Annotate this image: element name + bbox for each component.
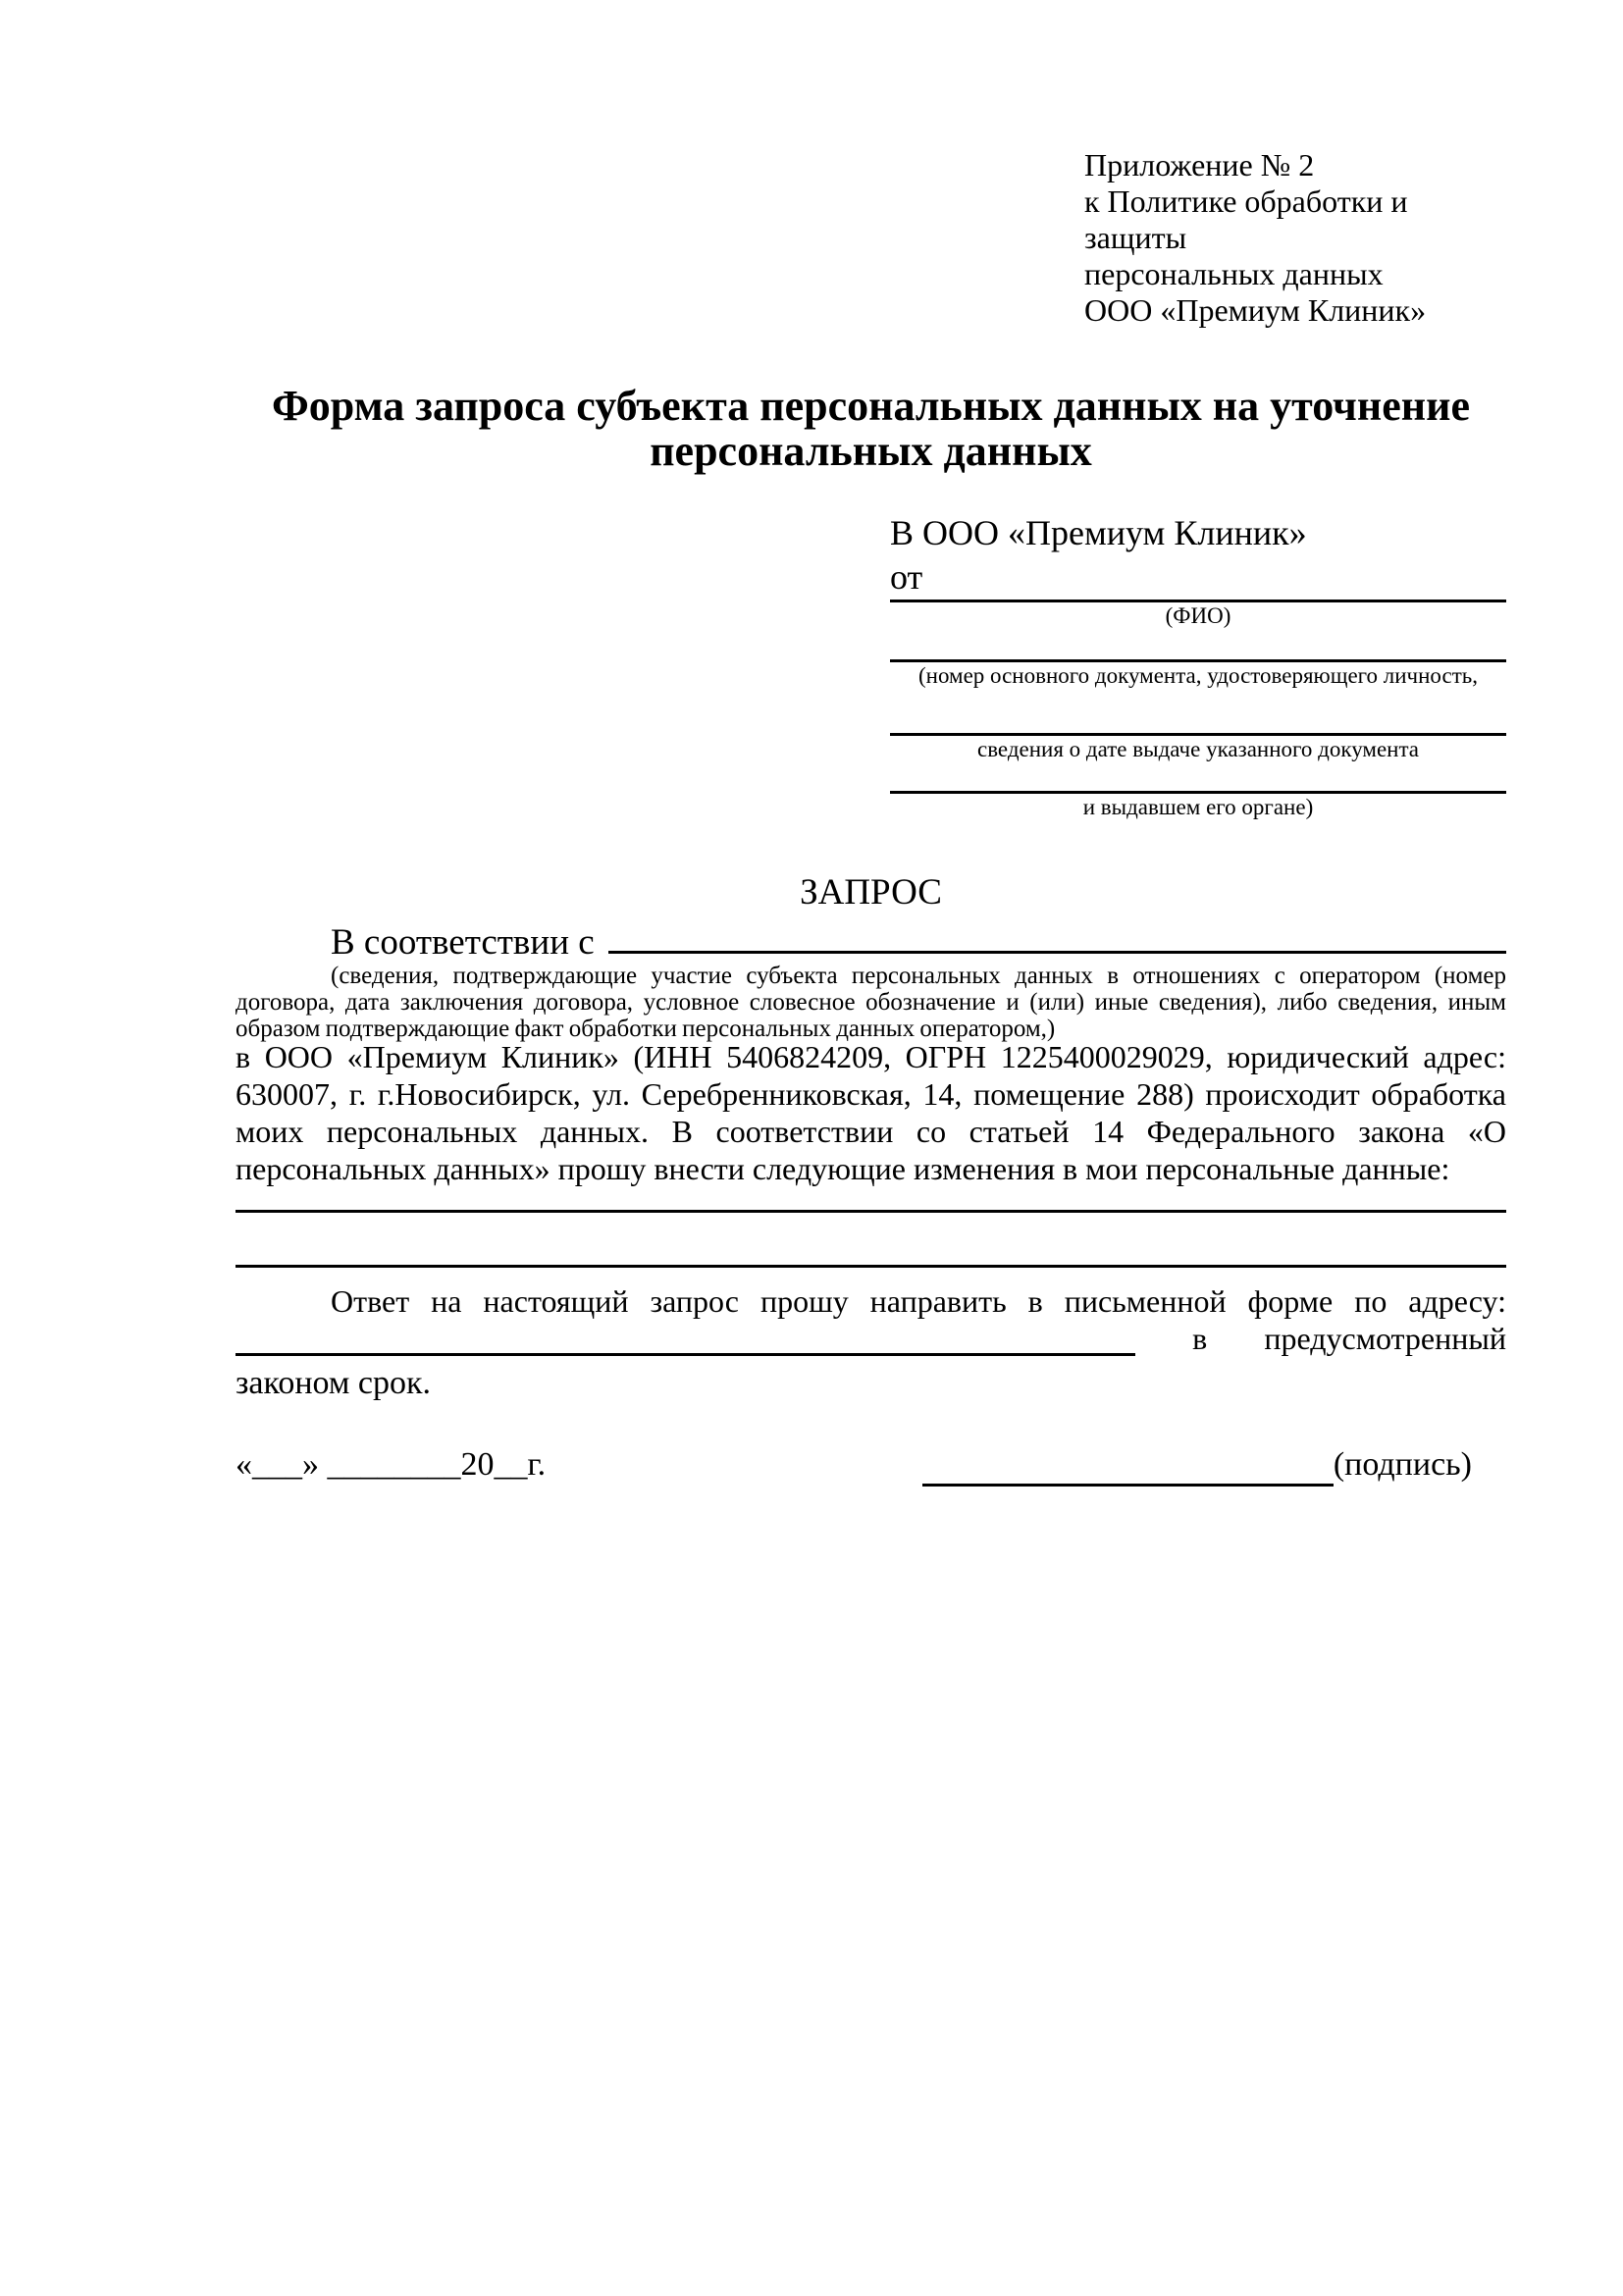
reply-tail: законом срок. bbox=[236, 1365, 431, 1401]
addressee-block bbox=[890, 511, 1506, 821]
intro-prefix: В соответствии с bbox=[331, 922, 595, 963]
closing-row bbox=[236, 1443, 1506, 1487]
doc-date-blank-line bbox=[890, 690, 1506, 736]
signature-group bbox=[922, 1443, 1472, 1487]
annex-header-line: ООО «Премиум Клиник» bbox=[1084, 292, 1427, 328]
reply-word: в bbox=[1192, 1321, 1208, 1356]
changes-blank-line-1 bbox=[236, 1187, 1506, 1213]
intro-row bbox=[236, 915, 1506, 965]
annex-header-line: персональных данных bbox=[1084, 256, 1384, 291]
page-title bbox=[236, 384, 1506, 474]
doc-date-field bbox=[890, 690, 1506, 763]
reply-address-row bbox=[236, 1321, 1506, 1356]
from-label: от bbox=[890, 557, 923, 597]
doc-number-blank-line bbox=[890, 630, 1506, 662]
doc-issuer-field bbox=[890, 763, 1506, 821]
doc-issuer-blank-line bbox=[890, 763, 1506, 794]
reply-address-sentence: Ответ на настоящий запрос прошу направить в письменной форме по адресу: bbox=[331, 1283, 1506, 1319]
signature-caption: (подпись) bbox=[1333, 1446, 1472, 1483]
reply-word: предусмотренный bbox=[1264, 1321, 1506, 1356]
changes-blank-line-2 bbox=[236, 1213, 1506, 1268]
intro-note: (сведения, подтверждающие участие субъекта персональных данных в отношениях с оператором (номер договора, дата заключения договора, условное словесное обозначение и (или) иные сведения), либо сведения, иным образом подтверждающие факт обработки персональных данных оператором,) bbox=[236, 963, 1506, 1042]
date-blank: «___» ________20__г. bbox=[236, 1446, 547, 1483]
fio-field bbox=[890, 600, 1506, 630]
request-heading: ЗАПРОС bbox=[800, 872, 942, 913]
recipient-line: В ООО «Премиум Клиник» bbox=[890, 513, 1307, 552]
annex-header bbox=[1084, 147, 1506, 329]
address-blank-line bbox=[236, 1339, 1135, 1356]
doc-issuer-caption: и выдавшем его органе) bbox=[1082, 795, 1314, 819]
annex-header-line: к Политике обработки и защиты bbox=[1084, 183, 1408, 255]
doc-number-caption: (номер основного документа, удостоверяющего личность, bbox=[917, 663, 1478, 688]
page-title-line: персональных данных bbox=[650, 427, 1092, 475]
basis-blank-line bbox=[608, 915, 1506, 954]
doc-date-caption: сведения о дате выдаче указанного документа bbox=[976, 737, 1420, 761]
annex-header-line: Приложение № 2 bbox=[1084, 147, 1315, 183]
page-title-line: Форма запроса субъекта персональных данных на уточнение bbox=[272, 382, 1470, 430]
signature-blank-line bbox=[922, 1472, 1334, 1487]
fio-caption: (ФИО) bbox=[1165, 603, 1231, 628]
request-body: в ООО «Премиум Клиник» (ИНН 5406824209, ОГРН 1225400029029, юридический адрес: 630007, г. г.Новосибирск, ул. Серебренниковская, 14, помещение 288) происходит обработка моих персональных данных. В соответствии со статьей 14 Федерального закона «О персональных данных» прошу внести следующие изменения в мои персональные данные: bbox=[236, 1039, 1506, 1186]
page-content bbox=[236, 0, 1506, 1487]
doc-number-field bbox=[890, 630, 1506, 690]
